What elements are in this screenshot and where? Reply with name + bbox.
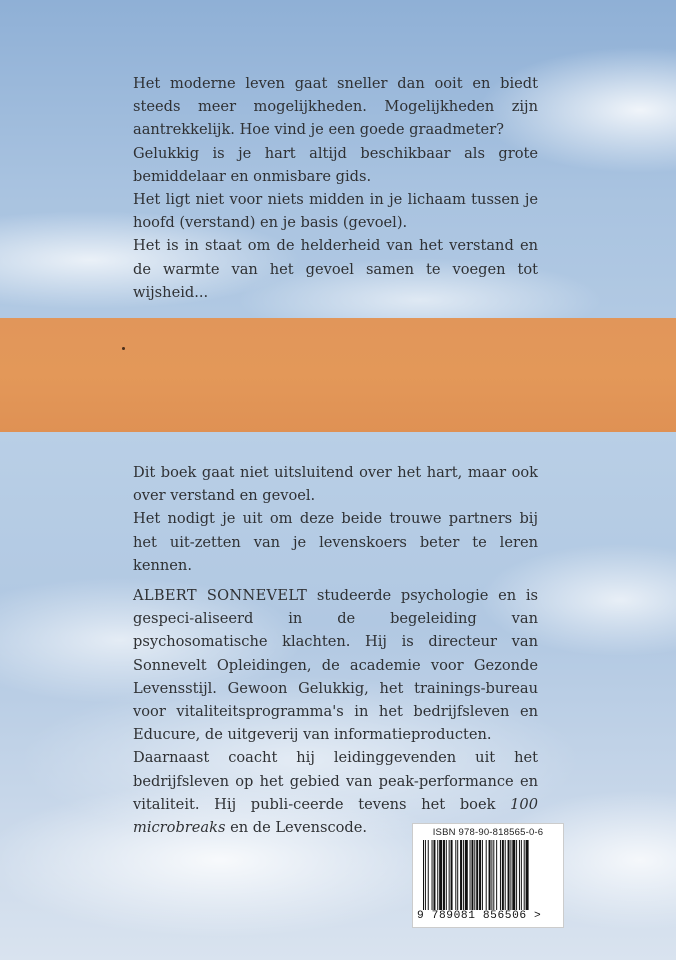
barcode-bar: [505, 840, 506, 910]
barcode-bar: [479, 840, 481, 910]
barcode-bar: [526, 840, 529, 910]
barcode-bar: [455, 840, 456, 910]
barcode-bar: [508, 840, 510, 910]
barcode-bar: [510, 840, 511, 910]
barcode-bar: [443, 840, 445, 910]
barcode-bar: [439, 840, 442, 910]
barcode-bar: [425, 840, 426, 910]
summary-line: Dit boek gaat niet uitsluitend over het hart, maar ook over verstand en gevoel.: [133, 464, 538, 505]
barcode-bar: [476, 840, 478, 910]
barcode-bar: [474, 840, 475, 910]
author-bio: [133, 584, 538, 839]
barcode-bar: [482, 840, 483, 910]
barcode-digits: 9 789081 856506 >: [417, 910, 542, 922]
barcode-bar: [516, 840, 517, 910]
intro-line: Het is in staat om de helderheid van het verstand en de warmte van het gevoel samen te voegen tot wijsheid...: [133, 237, 538, 301]
barcode-bar: [471, 840, 473, 910]
barcode-bar: [519, 840, 520, 910]
barcode-bars: [421, 840, 555, 910]
barcode-bar: [491, 840, 492, 910]
isbn-barcode: [412, 823, 564, 928]
barcode-bar: [486, 840, 487, 910]
book-title: 100 microbreaks: [133, 795, 538, 837]
barcode-bar: [470, 840, 471, 910]
barcode-bar: [428, 840, 429, 910]
intro-line: Gelukkig is je hart altijd beschikbaar als grote bemiddelaar en onmisbare gids.: [133, 144, 538, 185]
book-summary-paragraph: [133, 461, 538, 577]
barcode-bar: [446, 840, 447, 910]
barcode-bar: [449, 840, 450, 910]
summary-line: Het nodigt je uit om deze beide trouwe partners bij het uit-zetten van je levenskoers beter te leren kennen.: [133, 510, 538, 574]
barcode-bar: [524, 840, 525, 910]
barcode-bar: [433, 840, 435, 910]
orange-band: [0, 318, 676, 432]
bio-paragraph-1: [133, 584, 538, 746]
barcode-bar: [451, 840, 453, 910]
author-name: ALBERT SONNEVELT: [133, 587, 308, 604]
intro-line: Het ligt niet voor niets midden in je lichaam tussen je hoofd (verstand) en je basis (gevoel).: [133, 191, 538, 232]
barcode-bar: [457, 840, 458, 910]
barcode-bar: [493, 840, 494, 910]
intro-line: Het moderne leven gaat sneller dan ooit en biedt steeds meer mogelijkheden. Mogelijkheden zijn aantrekkelijk. Hoe vind je een goede graadmeter?: [133, 75, 538, 139]
barcode-bar: [489, 840, 491, 910]
bio-text: en de Levenscode.: [225, 819, 368, 837]
barcode-bar: [463, 840, 464, 910]
barcode-bar: [500, 840, 501, 910]
barcode-bar: [465, 840, 468, 910]
barcode-bar: [437, 840, 438, 910]
bio-text: Daarnaast coacht hij leidinggevenden uit het bedrijfsleven op het gebied van peak-performance en vitaliteit. Hij publi-ceerde tevens het boek: [133, 749, 538, 813]
isbn-label: ISBN 978-90-818565-0-6: [432, 827, 544, 838]
barcode-bar: [521, 840, 522, 910]
barcode-bar: [423, 840, 424, 910]
barcode-bar: [460, 840, 462, 910]
barcode-bar: [512, 840, 515, 910]
bio-text: studeerde psychologie en is gespeci-aliseerd in de begeleiding van psychosomatische klachten. Hij is directeur van Sonnevelt Opleidingen, de academie voor Gezonde Levensstijl. Gewoon Gelukkig, het trainings-bureau voor vitaliteitsprogramma's in het bedrijfsleven en Educure, de uitgeverij van informatieproducten.: [133, 587, 538, 744]
barcode-bar: [432, 840, 433, 910]
intro-paragraph: [133, 72, 538, 304]
band-mark: [122, 347, 125, 350]
barcode-bar: [496, 840, 497, 910]
barcode-bar: [502, 840, 504, 910]
